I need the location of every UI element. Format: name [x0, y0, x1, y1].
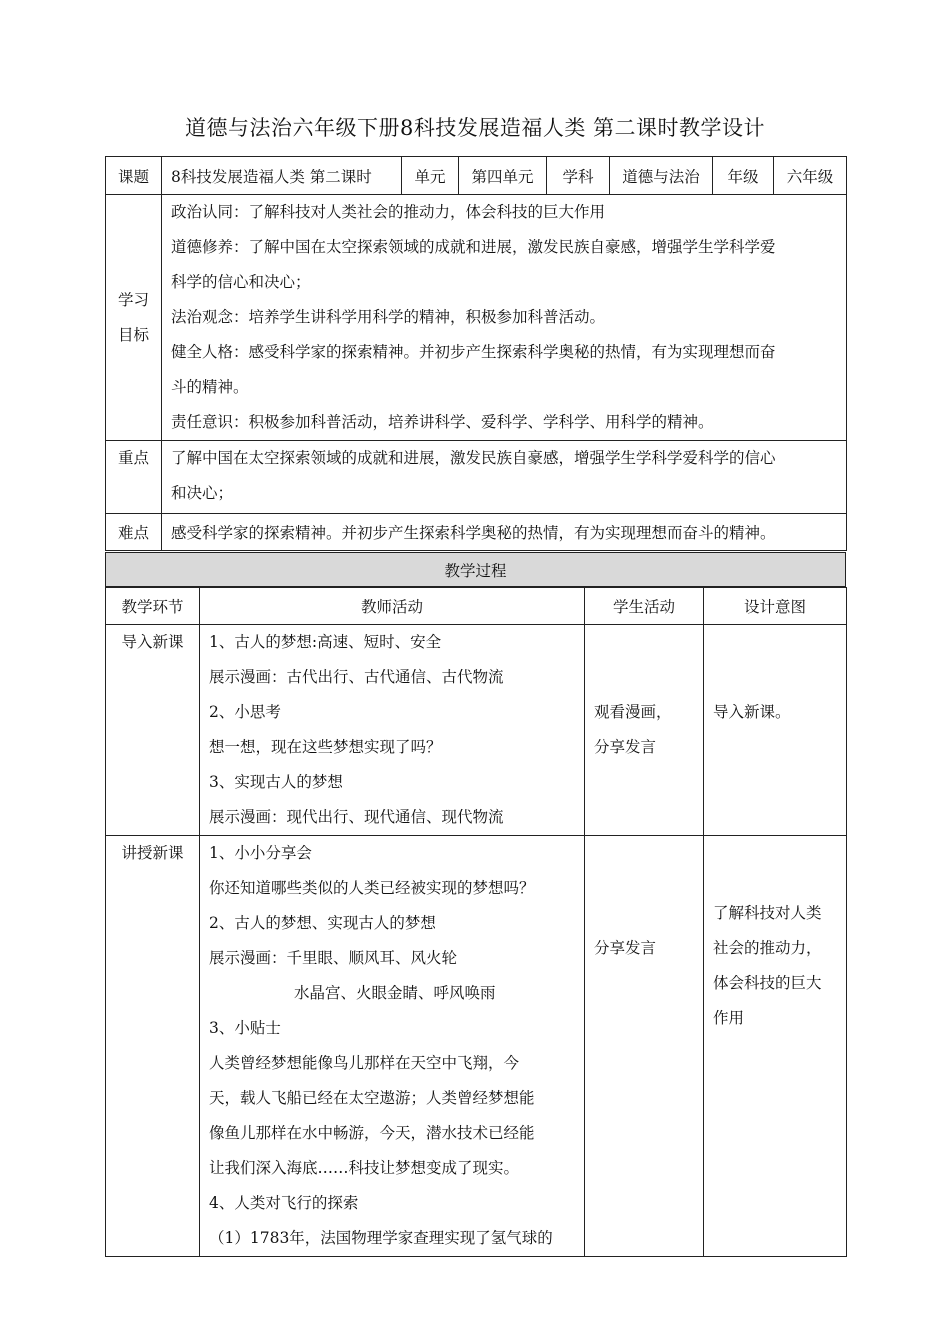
teacher-cell — [200, 625, 585, 836]
lesson-info-table — [105, 156, 847, 551]
col-student-header: 学生活动 — [585, 588, 704, 625]
intent-line: 社会的推动力， — [713, 939, 822, 957]
process-header-table — [105, 552, 846, 587]
topic-label: 课题 — [106, 157, 162, 195]
goal-line: 斗的精神。 — [171, 378, 249, 396]
table-row — [106, 625, 847, 836]
intent-line: 体会科技的巨大 — [713, 974, 822, 992]
teacher-line: 1、古人的梦想:高速、短时、安全 — [209, 633, 442, 651]
stage-cell — [106, 625, 200, 836]
goal-line: 科学的信心和决心； — [171, 273, 311, 291]
key-line: 了解中国在太空探索领域的成就和进展，激发民族自豪感，增强学生学科学爱科学的信心 — [171, 449, 776, 467]
intent-line: 导入新课。 — [713, 703, 791, 721]
goals-label-2: 目标 — [117, 325, 149, 344]
student-cell — [585, 836, 704, 1257]
key-label-text: 重点 — [117, 449, 149, 467]
teacher-line: 展示漫画：古代出行、古代通信、古代物流 — [209, 668, 504, 686]
intent-line: 了解科技对人类 — [713, 904, 822, 922]
goal-line: 政治认同：了解科技对人类社会的推动力，体会科技的巨大作用 — [171, 203, 606, 221]
student-line: 分享发言 — [594, 939, 657, 957]
difficulty-label: 难点 — [106, 514, 162, 551]
goals-content — [162, 195, 847, 441]
teacher-line: 人类曾经梦想能像鸟儿那样在天空中飞翔，今 — [209, 1054, 520, 1072]
goal-line: 责任意识：积极参加科普活动，培养讲科学、爱科学、学科学、用科学的精神。 — [171, 413, 714, 431]
teacher-line: 天，载人飞船已经在太空遨游；人类曾经梦想能 — [209, 1089, 535, 1107]
key-line: 和决心； — [171, 484, 234, 502]
teacher-line: 3、小贴士 — [209, 1019, 281, 1037]
teacher-line: 展示漫画：千里眼、顺风耳、风火轮 — [209, 949, 458, 967]
subject-label: 学科 — [547, 157, 610, 195]
key-label — [106, 441, 162, 514]
teacher-cell — [200, 836, 585, 1257]
topic-value: 8科技发展造福人类 第二课时 — [162, 157, 402, 195]
teacher-line: （1）1783年，法国物理学家查理实现了氢气球的 — [209, 1229, 553, 1247]
col-intent-header: 设计意图 — [704, 588, 847, 625]
teacher-line: 4、人类对飞行的探索 — [209, 1194, 359, 1212]
process-table — [105, 587, 847, 1257]
col-stage-header: 教学环节 — [106, 588, 200, 625]
key-content — [162, 441, 847, 514]
student-line: 观看漫画， — [594, 703, 672, 721]
col-teacher-header: 教师活动 — [200, 588, 585, 625]
goal-line: 道德修养：了解中国在太空探索领域的成就和进展，激发民族自豪感，增强学生学科学爱 — [171, 238, 776, 256]
stage-cell — [106, 836, 200, 1257]
intent-line: 作用 — [713, 1009, 745, 1027]
teacher-line: 让我们深入海底……科技让梦想变成了现实。 — [209, 1159, 520, 1177]
document-title: 道德与法治六年级下册8科技发展造福人类 第二课时教学设计 — [184, 116, 766, 140]
teacher-line: 3、实现古人的梦想 — [209, 773, 343, 791]
stage-text: 讲授新课 — [121, 844, 184, 862]
grade-label: 年级 — [713, 157, 774, 195]
process-header: 教学过程 — [106, 553, 846, 587]
unit-label: 单元 — [402, 157, 459, 195]
intent-cell — [704, 836, 847, 1257]
goal-line: 健全人格：感受科学家的探索精神。并初步产生探索科学奥秘的热情，有为实现理想而奋 — [171, 343, 776, 361]
teacher-line: 像鱼儿那样在水中畅游，今天，潜水技术已经能 — [209, 1124, 535, 1142]
student-cell — [585, 625, 704, 836]
teacher-line: 2、小思考 — [209, 703, 281, 721]
unit-value: 第四单元 — [459, 157, 547, 195]
teacher-line: 2、古人的梦想、实现古人的梦想 — [209, 914, 436, 932]
teacher-line: 展示漫画：现代出行、现代通信、现代物流 — [209, 808, 504, 826]
goal-line: 法治观念：培养学生讲科学用科学的精神，积极参加科普活动。 — [171, 308, 606, 326]
teacher-line: 想一想，现在这些梦想实现了吗？ — [209, 738, 442, 756]
teacher-line: 1、小小分享会 — [209, 844, 312, 862]
grade-value: 六年级 — [774, 157, 847, 195]
intent-cell — [704, 625, 847, 836]
teacher-line: 你还知道哪些类似的人类已经被实现的梦想吗？ — [209, 879, 535, 897]
table-row — [106, 836, 847, 1257]
teacher-line: 水晶宫、火眼金睛、呼风唤雨 — [294, 984, 496, 1002]
difficulty-content: 感受科学家的探索精神。并初步产生探索科学奥秘的热情，有为实现理想而奋斗的精神。 — [162, 514, 847, 551]
student-line: 分享发言 — [594, 738, 657, 756]
stage-text: 导入新课 — [121, 633, 184, 651]
subject-value: 道德与法治 — [610, 157, 713, 195]
goals-label-1: 学习 — [117, 290, 149, 309]
goals-label — [106, 195, 162, 441]
